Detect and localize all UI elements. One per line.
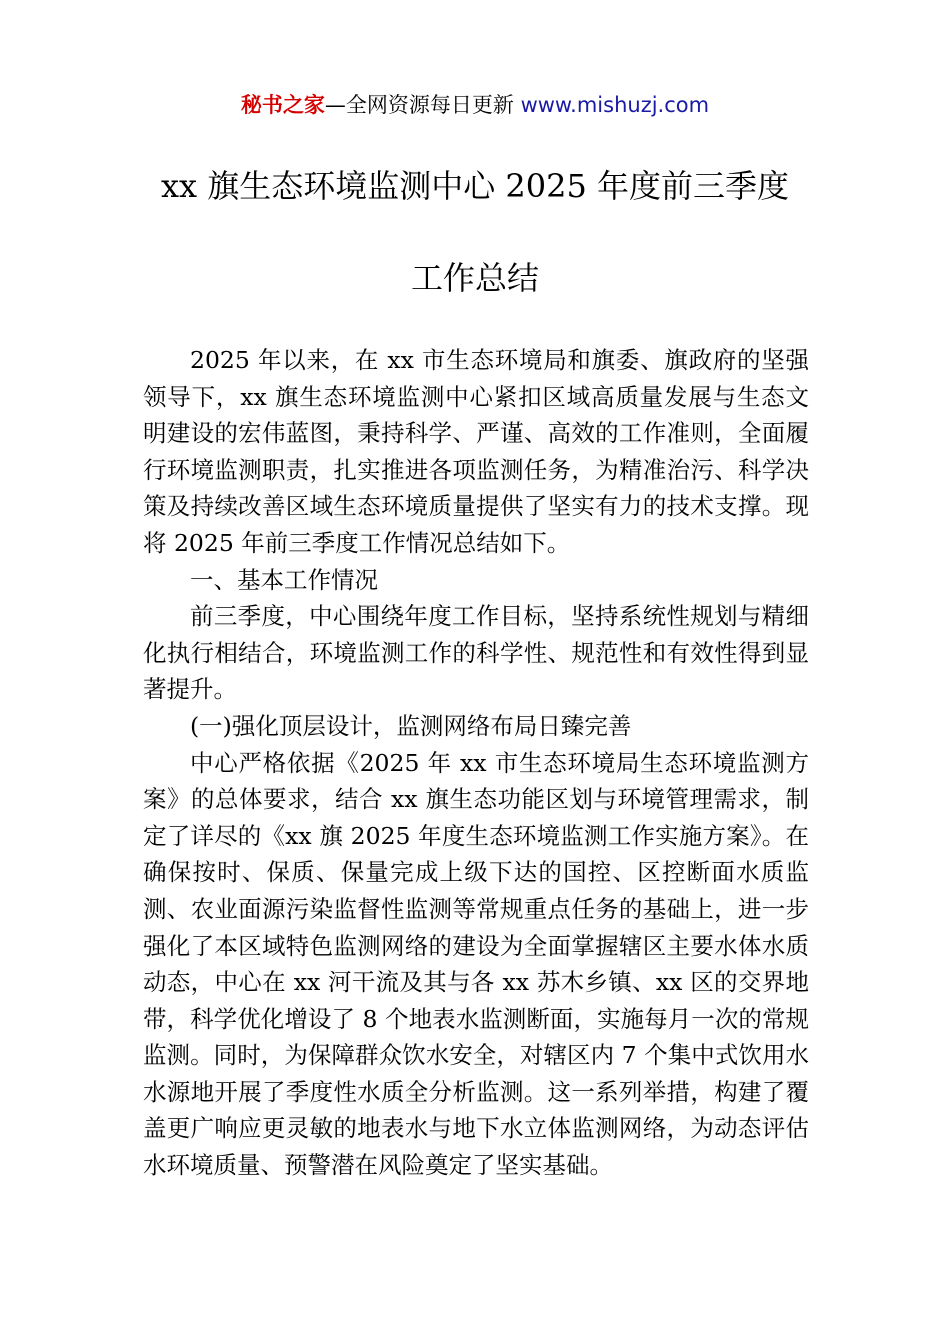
site-brand[interactable]: 秘书之家 xyxy=(240,93,325,117)
section-heading-basic: 一、基本工作情况 xyxy=(190,565,378,594)
document-title-line-2: 工作总结 xyxy=(410,259,539,297)
document-title-line-1: xx 旗生态环境监测中心 2025 年度前三季度 xyxy=(160,167,790,205)
site-tagline: —全网资源每日更新 xyxy=(324,93,514,117)
site-url-link[interactable]: www.mishuzj.com xyxy=(520,93,710,117)
site-header xyxy=(0,88,950,122)
document-body xyxy=(143,342,809,1184)
paragraph-monitoring-network: 中心严格依据《2025 年 xx 市生态环境局生态环境监测方案》的总体要求，结合 xx 旗生态功能区划与环境管理需求，制定了详尽的《xx 旗 2025 年度生态环境监测工作实施方案》。在确保按时、保质、保量完成上级下达的国控、区控断面水质监测、农业面源污染监督性监测等常规重点任务的基础上，进一步强化了本区域特色监测网络的建设为全面掌握辖区主要水体水质动态，中心在 xx 河干流及其与各 xx 苏木乡镇、xx 区的交界地带，科学优化增设了 8 个地表水监测断面，实施每月一次的常规监测。同时，为保障群众饮水安全，对辖区内 7 个集中式饮用水水源地开展了季度性水质全分析监测。这一系列举措，构建了覆盖更广响应更灵敏的地表水与地下水立体监测网络，为动态评估水环境质量、预警潜在风险奠定了坚实基础。 xyxy=(143,748,809,1180)
paragraph-intro: 2025 年以来，在 xx 市生态环境局和旗委、旗政府的坚强领导下，xx 旗生态环境监测中心紧扣区域高质量发展与生态文明建设的宏伟蓝图，秉持科学、严谨、高效的工作准则，全面履行环境监测职责，扎实推进各项监测任务，为精准治污、科学决策及持续改善区域生态环境质量提供了坚实有力的技术支撑。现将 2025 年前三季度工作情况总结如下。 xyxy=(143,346,809,557)
subsection-heading-1: (一)强化顶层设计，监测网络布局日臻完善 xyxy=(190,711,632,740)
paragraph-overview: 前三季度，中心围绕年度工作目标，坚持系统性规划与精细化执行相结合，环境监测工作的科学性、规范性和有效性得到显著提升。 xyxy=(143,602,809,704)
